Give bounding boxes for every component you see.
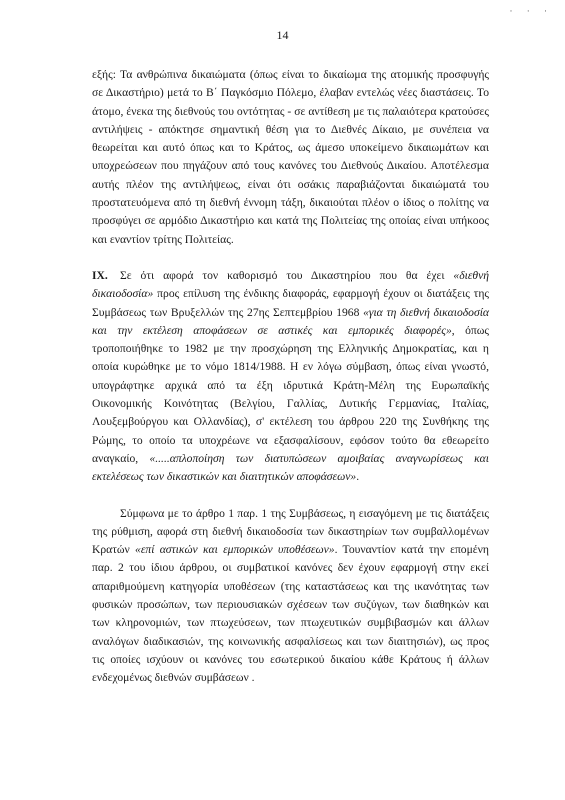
paragraph-section-ix [92, 267, 489, 487]
quoted-title: «επί αστικών και εμπορικών υποθέσεων» [135, 543, 335, 557]
text-run: . Τουναντίον κατά την επομένη παρ. 2 του ίδιου άρθρου, οι συμβατικοί κανόνες δεν έχουν εφαρμογή στην εκεί απαριθμούμενη κατηγορία υποθέσεων (της καταστάσεως και της ικανότητας των φυσικών προσώπων, των περιουσιακών σχέσεων των συζύγων, των διαθηκών και των κληρονομιών, των πτωχεύσεων, των πτωχευτικών συμβιβασμών και άλλων αναλόγων διαδικασιών, της κοινωνικής ασφαλίσεως και των διαιτησιών), ως προς τις οποίες ισχύουν οι κανόνες του εσωτερικού δικαίου κάθε Κράτους ή άλλων ενδεχομένως διεθνών συμβάσεων . [92, 543, 489, 685]
text-run: Σε ότι αφορά τον καθορισμό του Δικαστηρίου που θα έχει [120, 268, 454, 282]
text-run: εξής: Τα ανθρώπινα δικαιώματα (όπως είναι το δικαίωμα της ατομικής προσφυγής σε Δικαστήριο) μετά το Β΄ Παγκόσμιο Πόλεμο, έλαβαν εντελώς νέες διαστάσεις. Το άτομο, ένεκα της διεθνούς του οντότητας - σε αντίθεση με τις παλαιότερα κρατούσες αντιλήψεις - απόκτησε σημαντική θέση για το Διεθνές Δίκαιο, με συνέπεια να θεωρείται και αυτό όπως και το Κράτος, ως άμεσο υποκείμενο δικαιωμάτων και υποχρεώσεων που πηγάζουν από τους κανόνες του Διεθνούς Δικαίου. Αποτέλεσμα αυτής πλέον της αντιλήψεως, είναι ότι οσάκις παραβιάζονται δικαιώματά του προστατευόμενα από τη διεθνή έννομη τάξη, δικαιούται πλέον ο ίδιος ο πολίτης να προσφύγει σε αρμόδιο Δικαστήριο και κατά της Πολιτείας της οποίας είναι υπήκοος και εναντίον τρίτης Πολιτείας. [92, 68, 489, 246]
quoted-title: «για τη διεθνή δικαιοδοσία και την εκτέλεση αποφάσεων σε αστικές και εμπορικές διαφορές» [92, 305, 489, 337]
text-run: , όπως τροποποιήθηκε το 1982 με την προσχώρηση της Ελληνικής Δημοκρατίας, και η οποία κυρώθηκε με το νόμο 1814/1988. Η εν λόγω σύμβαση, όπως είναι γνωστό, υπογράφτηκε αρχικά από τα έξη ιδρυτικά Κράτη-Μέλη της Ευρωπαϊκής Οικονομικής Κοινότητας (Βελγίου, Γαλλίας, Δυτικής Γερμανίας, Ιταλίας, Λουξεμβούργου και Ολλανδίας), σ' εκτέλεση του άρθρου 220 της Συνθήκης της Ρώμης, το οποίο τα υποχρέωνε να εξασφαλίσουν, εφόσον τούτο θα εθεωρείτο αναγκαίο, [92, 323, 489, 465]
scan-specks: · · · [509, 6, 553, 16]
quoted-title: «.....απλοποίηση των διατυπώσεων αμοιβαίας αναγνωρίσεως και εκτελέσεως των δικαστικών και διαιτητικών αποφάσεων» [92, 451, 489, 484]
page-number: 14 [276, 28, 289, 42]
quoted-title: «διεθνή δικαιοδοσία» [92, 268, 489, 301]
text-run: προς επίλυση της ένδικης διαφοράς, εφαρμογή έχουν οι διατάξεις της Συμβάσεως των Βρυξελλών της 27ης Σεπτεμβρίου 1968 [92, 287, 489, 319]
text-run: Σύμφωνα με το άρθρο 1 παρ. 1 της Συμβάσεως, η εισαγόμενη με τις διατάξεις της ρύθμιση, αφορά στη διεθνή δικαιοδοσία των δικαστηρίων των συμβαλλομένων Κρατών [92, 506, 489, 557]
paragraph-3 [92, 505, 489, 688]
section-number: IX. [92, 268, 108, 282]
text-run: . [356, 470, 360, 484]
paragraph-1 [92, 66, 489, 249]
body-text [92, 66, 489, 688]
